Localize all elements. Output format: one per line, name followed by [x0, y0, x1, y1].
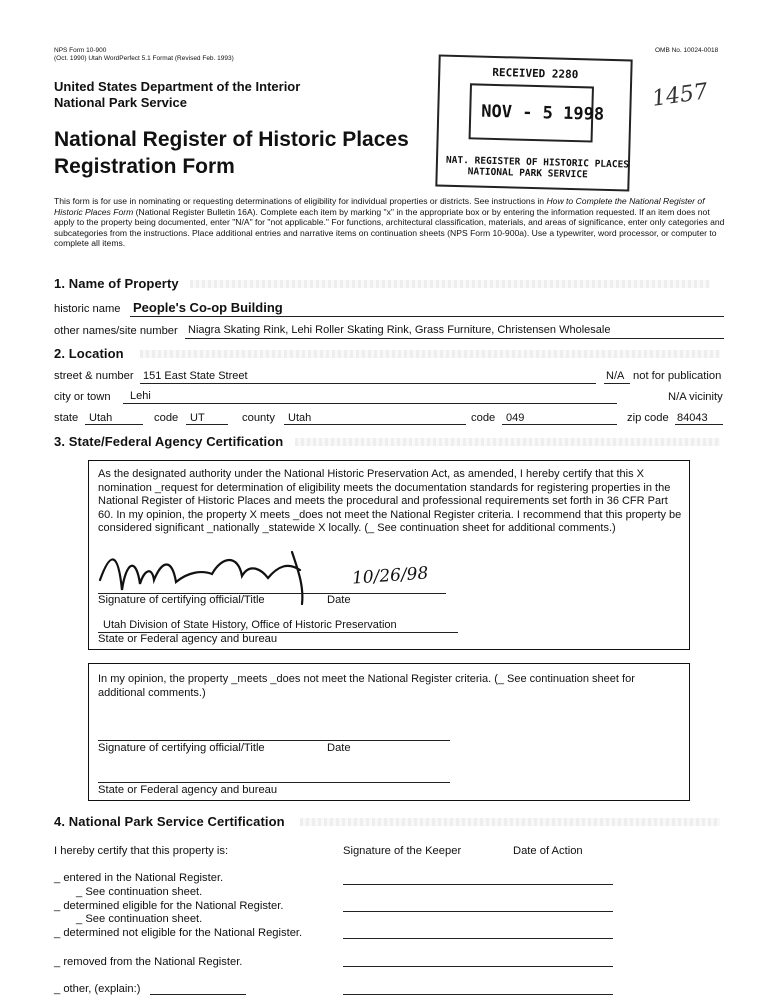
stamp-line-1: NAT. REGISTER OF HISTORIC PLACES — [445, 154, 630, 171]
received-stamp — [435, 54, 632, 191]
agency-2-underline — [98, 782, 450, 783]
state-code-value: UT — [190, 412, 205, 424]
signature-date-handwritten: 10/26/98 — [351, 563, 429, 589]
section-2-heading: 2. Location — [54, 346, 124, 361]
stamp-line-2: NATIONAL PARK SERVICE — [467, 166, 588, 181]
county-code-underline — [502, 424, 617, 425]
vicinity-label: N/A vicinity — [668, 391, 723, 403]
county-underline — [284, 424, 466, 425]
handwritten-number: 1457 — [650, 79, 710, 112]
historic-name-value: People's Co-op Building — [133, 300, 283, 315]
faded-rule — [295, 438, 720, 446]
dept-line-1: United States Department of the Interior — [54, 79, 301, 94]
intro-text-italic: How to Complete the National Register of Historic Places Form — [54, 196, 705, 217]
date-of-action-label: Date of Action — [513, 845, 583, 857]
faded-rule — [140, 350, 720, 358]
omb-number: OMB No. 10024-0018 — [655, 47, 719, 54]
intro-text-1: This form is for use in nominating or requesting determinations of eligibility for individual properties or districts. See instructions in — [54, 196, 547, 206]
signature-label: Signature of certifying official/Title — [98, 594, 265, 606]
faded-rule — [300, 818, 720, 826]
date-2-label: Date — [327, 742, 351, 754]
state-code-label: code — [154, 412, 179, 424]
other-explain-underline — [150, 994, 246, 995]
keeper-line-2 — [343, 911, 613, 912]
signature-2-underline — [98, 740, 450, 741]
state-code-underline — [186, 424, 228, 425]
street-value: 151 East State Street — [143, 370, 248, 382]
date-label: Date — [327, 594, 351, 606]
city-underline — [123, 403, 617, 404]
historic-name-underline — [130, 316, 724, 317]
other-names-underline — [185, 338, 724, 339]
section-4-heading: 4. National Park Service Certification — [54, 814, 285, 829]
keeper-line-1 — [343, 884, 613, 885]
form-number: NPS Form 10-900 — [54, 47, 107, 54]
state-underline — [85, 424, 143, 425]
faded-rule — [190, 280, 710, 288]
keeper-line-3 — [343, 938, 613, 939]
form-version: (Oct. 1990) Utah WordPerfect 5.1 Format (Revised Feb. 1993) — [54, 55, 234, 62]
not-pub-label: not for publication — [633, 370, 722, 382]
dept-line-2: National Park Service — [54, 95, 187, 110]
other-names-value: Niagra Skating Rink, Lehi Roller Skating Rink, Grass Furniture, Christensen Wholesale — [188, 324, 611, 336]
historic-name-label: historic name — [54, 303, 121, 315]
keeper-line-4 — [343, 966, 613, 967]
nps-item-not-eligible: _ determined not eligible for the National Register. — [54, 927, 303, 939]
stamp-received: RECEIVED 2280 — [492, 65, 579, 82]
street-underline — [140, 383, 596, 384]
section-3-heading: 3. State/Federal Agency Certification — [54, 434, 284, 449]
zip-label: zip code — [627, 412, 669, 424]
county-value: Utah — [288, 412, 312, 424]
zip-value: 84043 — [677, 412, 708, 424]
zip-underline — [675, 424, 723, 425]
signature-2-label: Signature of certifying official/Title — [98, 742, 265, 754]
agency-2-label: State or Federal agency and bureau — [98, 784, 278, 796]
page-title-line-2: Registration Form — [54, 155, 235, 178]
intro-paragraph — [54, 196, 726, 249]
city-value: Lehi — [130, 390, 151, 402]
nps-item-other: _ other, (explain:) — [54, 983, 141, 995]
certification-text: As the designated authority under the National Historic Preservation Act, as amended, I hereby certify that this X nomination _request for determination of eligibility meets the documentation standards for registering properties in the National Register of Historic Places and meets the procedural and professional requirements set forth in 36 CFR Part 60. In my opinion, the property X meets _does not meet the National Register criteria. I recommend that this property be considered significant _nationally _statewide X locally. (_ See continuation sheet for additional comments.) — [98, 468, 682, 535]
nps-item-entered: _ entered in the National Register. — [54, 872, 224, 884]
certify-label: I hereby certify that this property is: — [54, 845, 229, 857]
county-code-label: code — [471, 412, 496, 424]
keeper-label: Signature of the Keeper — [343, 845, 462, 857]
nps-item-eligible: _ determined eligible for the National Register. — [54, 900, 284, 912]
nps-item-removed: _ removed from the National Register. — [54, 956, 243, 968]
not-pub-underline — [604, 383, 630, 384]
agency-value: Utah Division of State History, Office of Historic Preservation — [103, 619, 397, 631]
section-1-heading: 1. Name of Property — [54, 276, 179, 291]
stamp-date: NOV - 5 1998 — [481, 101, 605, 125]
city-label: city or town — [54, 391, 111, 403]
not-pub-value: N/A — [606, 370, 625, 382]
county-label: county — [242, 412, 275, 424]
intro-text-2: (National Register Bulletin 16A). Complete each item by marking "x" in the appropriate box or by entering the information requested. If an item does not apply to the property being documented, enter "N/A" for "not applicable." For functions, architectural classification, materials, and areas of significance, enter only categories and subcategories from the instructions. Place additional entries and narrative items on continuation sheets (NPS Form 10-900a). Use a typewriter, word processor, or computer to complete all items. — [54, 206, 725, 249]
other-names-label: other names/site number — [54, 325, 178, 337]
street-label: street & number — [54, 370, 134, 382]
nps-item-see-continuation: _ See continuation sheet. — [76, 913, 203, 925]
state-value: Utah — [89, 412, 113, 424]
nps-item-see-continuation: _ See continuation sheet. — [76, 886, 203, 898]
opinion-text: In my opinion, the property _meets _does not meet the National Register criteria. (_ See continuation sheet for additional comments.) — [98, 673, 635, 699]
keeper-line-5 — [343, 994, 613, 995]
page-title-line-1: National Register of Historic Places — [54, 128, 409, 151]
county-code-value: 049 — [506, 412, 525, 424]
agency-label: State or Federal agency and bureau — [98, 633, 278, 645]
state-label: state — [54, 412, 79, 424]
